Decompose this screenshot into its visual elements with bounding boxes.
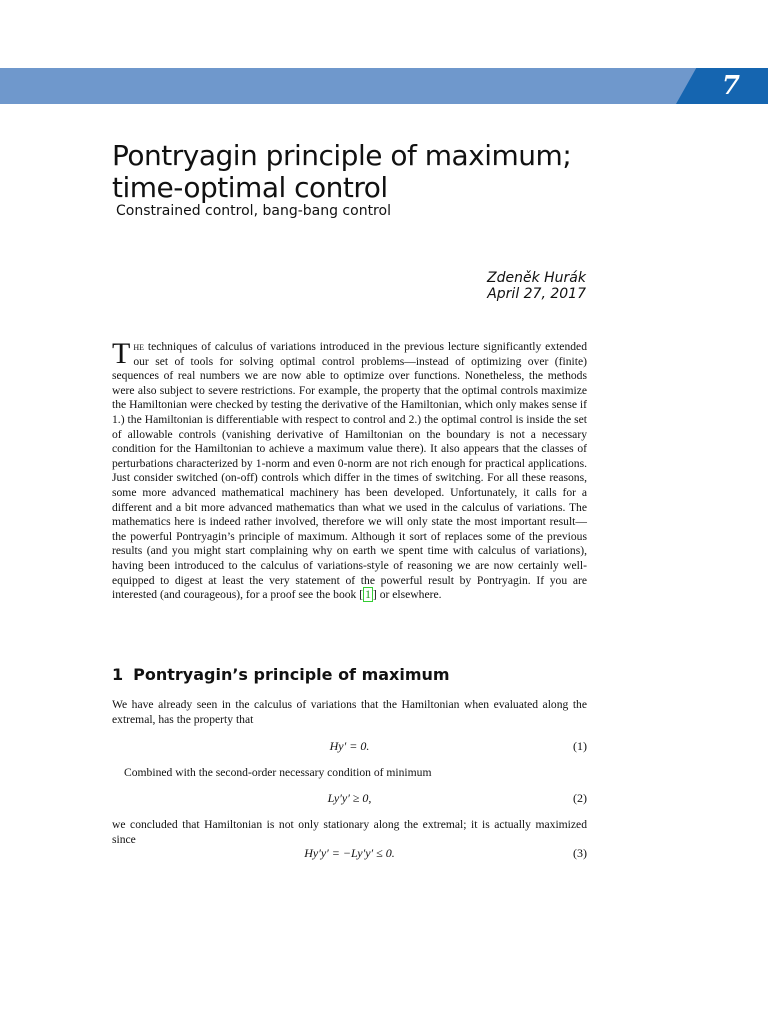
equation-3-expression bbox=[112, 846, 587, 861]
equation-2-expression bbox=[112, 791, 587, 806]
chapter-title-line-1: Pontryagin principle of maximum; bbox=[112, 139, 572, 172]
equation-1-number: (1) bbox=[573, 739, 587, 753]
paragraph-3: we concluded that Hamiltonian is not only stationary along the extremal; it is actually maximized since bbox=[112, 818, 587, 846]
equation-3-text: Hy′y′ = −Ly′y′ ≤ 0. bbox=[304, 846, 395, 860]
document-date: April 27, 2017 bbox=[487, 286, 586, 302]
author-block bbox=[487, 270, 586, 302]
section-heading bbox=[112, 665, 450, 684]
intro-text-end: or elsewhere. bbox=[376, 588, 442, 602]
paragraph-1: We have already seen in the calculus of variations that the Hamiltonian when evaluated along the extremal, has the property that bbox=[112, 698, 587, 726]
paragraph-2: Combined with the second-order necessary condition of minimum bbox=[124, 766, 432, 779]
equation-2 bbox=[112, 791, 587, 807]
equation-2-number: (2) bbox=[573, 791, 587, 805]
section-number: 1 bbox=[112, 665, 124, 684]
chapter-title-line-2: time-optimal control bbox=[112, 171, 388, 204]
section-title: Pontryagin’s principle of maximum bbox=[133, 665, 450, 684]
intro-smallcaps: he bbox=[133, 340, 144, 353]
citation-link[interactable]: 1 bbox=[365, 588, 371, 602]
equation-3 bbox=[112, 846, 587, 862]
chapter-number: 7 bbox=[721, 71, 740, 101]
intro-text: techniques of calculus of variations introduced in the previous lecture significantly extended our set of tools for solving optimal control problems—instead of optimizing over (finite) sequences of real numbers we are now able to optimize over functions. Nonetheless, the methods were also subject to severe restrictions. For example, the property that the optimal controls maximize the Hamiltonian were checked by testing the derivative of the Hamiltonian, which only makes sense if 1.) the Hamiltonian is differentiable with respect to control and 2.) the optimal control is inside the set of allowable controls (vanishing derivative of Hamiltonian on the boundary is not a necessary condition for the Hamiltonian to achieve a maximum value there). It also appears that the classes of perturbations characterized by 1-norm and even 0-norm are not rich enough for practical applications. Just consider switched (on-off) controls which differ in the times of switching. For all these reasons, some more advanced mathematical machinery has been developed. Unfortunately, it calls for a different and a bit more advanced mathematics than what we used in the calculus of variations. The mathematics here is indeed rather involved, therefore we will only state the most important result—the powerful Pontryagin’s principle of maximum. Although it sort of replaces some of the previous results (and you might start complaining why on earth we spent time with calculus of variations), having been introduced to the calculus of variations-style of reasoning we are now certainly well-equipped to digest at least the very statement of the powerful result by Pontryagin. If you are interested (and courageous), for a proof see the book bbox=[112, 340, 587, 602]
chapter-banner bbox=[0, 68, 768, 104]
equation-1-expression bbox=[112, 739, 587, 754]
chapter-title bbox=[112, 140, 712, 204]
equation-1-text: Hy′ = 0. bbox=[329, 739, 370, 753]
equation-1 bbox=[112, 739, 587, 755]
equation-3-number: (3) bbox=[573, 846, 587, 860]
chapter-subtitle: Constrained control, bang-bang control bbox=[116, 203, 391, 219]
author-name: Zdeněk Hurák bbox=[487, 270, 586, 286]
intro-paragraph: The techniques of calculus of variations introduced in the previous lecture significantly extended our set of tools for solving optimal control problems—instead of optimizing over (finite) sequences of real numbers we are now able to optimize over functions. Nonetheless, the methods were also subject to severe restrictions. For example, the property that the optimal controls maximize the Hamiltonian were checked by testing the derivative of the Hamiltonian, which only makes sense if 1.) the Hamiltonian is differentiable with respect to control and 2.) the optimal control is inside the set of allowable controls (vanishing derivative of Hamiltonian on the boundary is not a necessary condition for the Hamiltonian to achieve a maximum value there). It also appears that the classes of perturbations characterized by 1-norm and even 0-norm are not rich enough for practical applications. Just consider switched (on-off) controls which differ in the times of switching. For all these reasons, some more advanced mathematical machinery has been developed. Unfortunately, it calls for a different and a bit more advanced mathematics than what we used in the calculus of variations. The mathematics here is indeed rather involved, therefore we will only state the most important result—the powerful Pontryagin’s principle of maximum. Although it sort of replaces some of the previous results (and you might start complaining why on earth we spent time with calculus of variations), having been introduced to the calculus of variations-style of reasoning we are now certainly well-equipped to digest at least the very statement of the powerful result by Pontryagin. If you are interested (and courageous), for a proof see the book [ 1 ] or elsewhere. bbox=[112, 337, 587, 602]
equation-2-text: Ly′y′ ≥ 0, bbox=[327, 791, 372, 805]
drop-cap: T bbox=[112, 337, 131, 370]
